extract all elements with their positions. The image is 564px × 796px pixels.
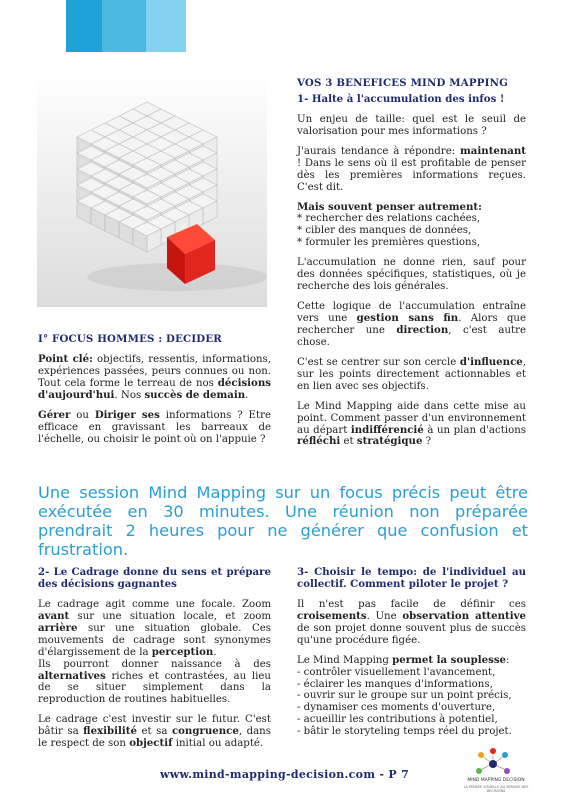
section-heading: I° FOCUS HOMMES : DECIDER: [38, 333, 222, 345]
paragraph: L'accumulation ne donne rien, sauf pour des données spécifiques, statistiques, où je recherche des lois générales.: [297, 257, 526, 293]
list-title: Mais souvent penser autrement:: [297, 200, 482, 213]
section-title: VOS 3 BENEFICES MIND MAPPING: [297, 77, 508, 89]
section-heading: 2- Le Cadrage donne du sens et prépare des décisions gagnantes: [38, 566, 271, 590]
tempo-section: [297, 567, 526, 746]
paragraph: Ils pourront donner naissance à des alternatives riches et contrastées, au lieu de se situer simplement dans la reproduction de routines habituelles.: [38, 658, 271, 706]
list-item: - acueillir les contributions à potentiel,: [297, 714, 498, 726]
paragraph: Cette logique de l'accumulation entraîne vers une gestion sans fin. Alors que rechercher une direction, c'est autre chose.: [297, 301, 527, 348]
paragraph: Le Mind Mapping aide dans cette mise au point. Comment passer d'un environnement au départ indifférencié à un plan d'actions réfléchi et stratégique ?: [297, 400, 526, 448]
paragraph: J'aurais tendance à répondre: maintenant ! Dans le sens où il est profitable de penser dès les premières informations reçues. C'est dit.: [297, 144, 526, 193]
dash-list: [297, 667, 526, 739]
cube-illustration: [37, 72, 267, 307]
list-item: * rechercher des relations cachées,: [297, 213, 481, 225]
list-item: - contrôler visuellement l'avancement,: [297, 666, 496, 678]
highlight-callout: Une session Mind Mapping sur un focus précis peut être exécutée en 30 minutes. Une réunion non préparée prendrait 2 heures pour ne générer que confusion et frustration.: [38, 483, 528, 559]
paragraph: Gérer ou Diriger ses informations ? Etre efficace en gravissant les barreaux de l'échelle, ou choisir le point où on l'appuie ?: [38, 408, 271, 445]
cadrage-section: [38, 567, 271, 758]
list-item: - bâtir le storyteling temps réel du projet.: [297, 726, 512, 738]
logo-tagline: LA PENSEE VISUELLE AU SERVICE DES DECISIONS: [463, 785, 529, 793]
list-item: - dynamiser ces moments d'ouverture,: [297, 702, 496, 714]
decorative-color-block-1: [66, 0, 102, 52]
list-item: - ouvrir sur le groupe sur un point précis,: [297, 690, 512, 702]
paragraph: Un enjeu de taille: quel est le seuil de valorisation pour mes informations ?: [297, 113, 526, 137]
footer-url: www.mind-mapping-decision.com - P 7: [160, 768, 410, 781]
paragraph: Il n'est pas facile de définir ces croisements. Une observation attentive de son projet donne souvent plus de succès qu'une procédure figée.: [297, 598, 526, 646]
bullet-list: [297, 213, 526, 249]
paragraph: C'est se centrer sur son cercle d'influence, sur les points directement actionnables et en lien avec ses objectifs.: [297, 355, 526, 392]
decorative-color-block-2: [102, 0, 146, 52]
paragraph: Point clé: objectifs, ressentis, informations, expériences passées, peurs connues ou non. Tout cela forme le terreau de nos décisions d'aujourd'hui. Nos succès de demain.: [38, 352, 271, 401]
paragraph: Le cadrage agit comme une focale. Zoom avant sur une situation locale, et zoom arrière sur une situation globale. Ces mouvements de cadrage sont synonymes d'élargissement de la perception.: [38, 598, 271, 658]
list-item: * cibler des manques de données,: [297, 225, 472, 237]
benefits-section: [297, 78, 526, 456]
list-intro: Le Mind Mapping permet la souplesse:: [297, 653, 510, 666]
list-item: * formuler les premières questions,: [297, 237, 481, 249]
section-heading: 3- Choisir le tempo: de l'individuel au collectif. Comment piloter le projet ?: [297, 566, 526, 590]
paragraph: Le cadrage c'est investir sur le futur. C'est bâtir sa flexibilité et sa congruence, dans le respect de son objectif initial ou adapté.: [38, 714, 271, 750]
list-item: - éclairer les manques d'informations,: [297, 678, 493, 690]
logo-name: MIND MAPPING DECISION: [467, 778, 525, 783]
section-subtitle: 1- Halte à l'accumulation des infos !: [297, 92, 505, 105]
focus-section: [38, 334, 271, 454]
decorative-color-block-3: [146, 0, 186, 52]
